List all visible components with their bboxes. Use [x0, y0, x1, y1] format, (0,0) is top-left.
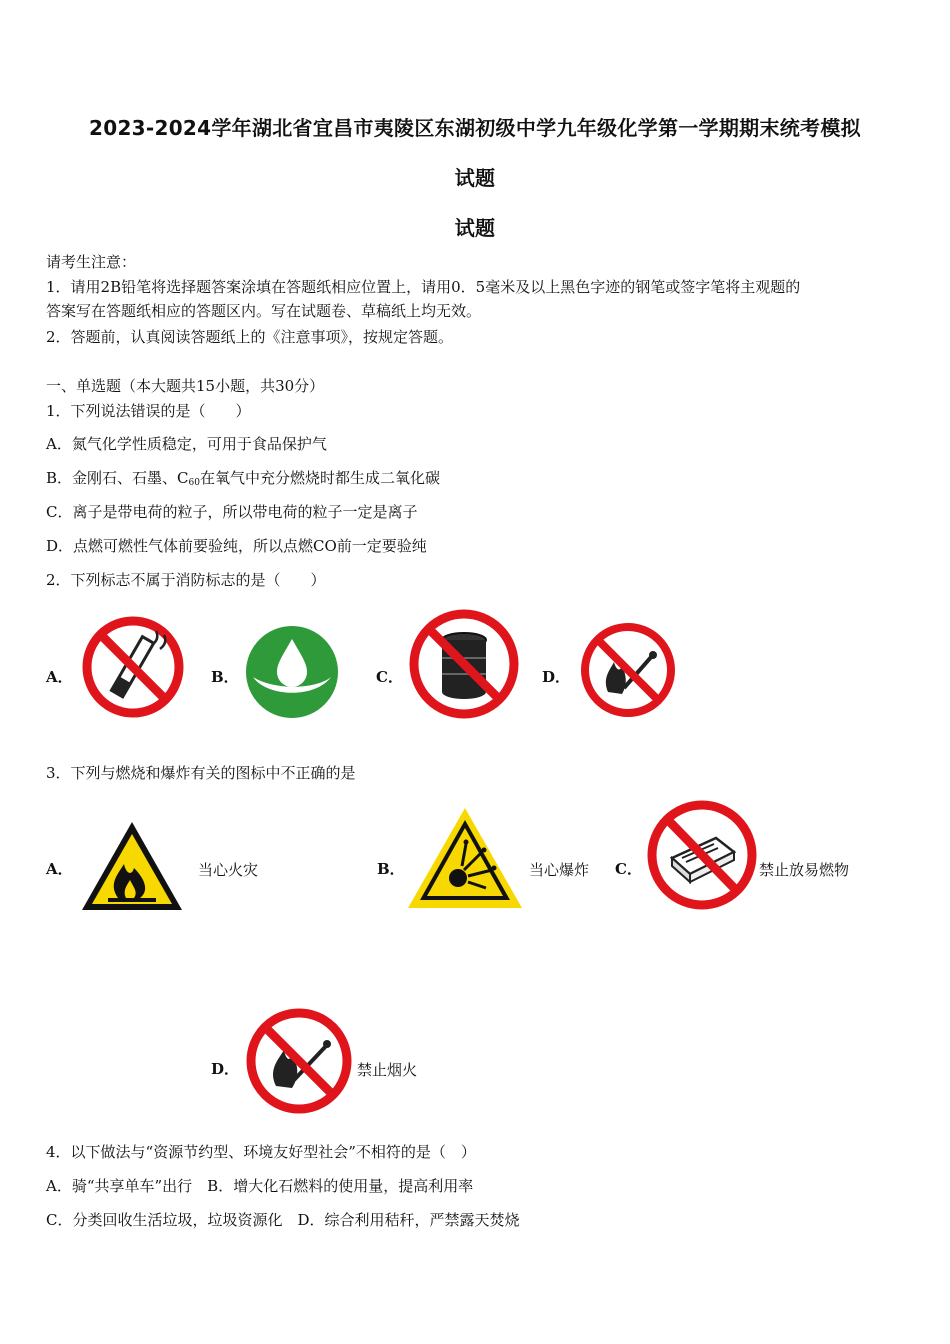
q2-label-d: D．: [542, 668, 571, 686]
water-saving-icon: [245, 625, 339, 719]
notice-heading: 请考生注意：: [46, 253, 137, 271]
q1-option-b-pre: B．金刚石、石墨、C: [46, 469, 189, 487]
q3-caption-b: 当心爆炸: [529, 861, 590, 879]
fire-warning-icon: [78, 818, 186, 914]
q3-label-c: C．: [615, 860, 642, 878]
q2-label-c: C．: [376, 668, 403, 686]
explosion-warning-icon: [404, 804, 526, 914]
page-title-line2: 试题: [454, 166, 496, 190]
no-fire-icon: [578, 622, 678, 718]
q2-label-b: B．: [211, 668, 239, 686]
q1-option-a: A．氮气化学性质稳定，可用于食品保护气: [46, 435, 327, 453]
q3-label-d: D．: [211, 1060, 240, 1078]
q3-caption-a: 当心火灾: [198, 861, 259, 879]
q1-stem: 1．下列说法错误的是（ ）: [46, 402, 251, 420]
notice-item-2: 2．答题前，认真阅读答题纸上的《注意事项》，按规定答题。: [46, 328, 454, 346]
q1-option-b-subscript: 60: [188, 478, 200, 488]
q3-caption-d: 禁止烟火: [357, 1061, 418, 1079]
no-open-flame-icon: [244, 1006, 354, 1116]
page-subtitle: 试题: [454, 216, 496, 240]
q2-label-a: A．: [46, 668, 73, 686]
page-title: 2023-2024学年湖北省宜昌市夷陵区东湖初级中学九年级化学第一学期期末统考模拟: [89, 116, 861, 140]
q3-caption-c: 禁止放易燃物: [759, 861, 850, 879]
no-smoking-icon: [80, 615, 186, 719]
q1-option-d: D．点燃可燃性气体前要验纯，所以点燃CO前一定要验纯: [46, 537, 427, 555]
q1-option-c: C．离子是带电荷的粒子，所以带电荷的粒子一定是离子: [46, 503, 418, 521]
notice-item-1a: 1．请用2B铅笔将选择题答案涂填在答题纸相应位置上，请用0．5毫米及以上黑色字迹的钢笔或签字笔将主观题的: [46, 278, 801, 296]
q3-label-b: B．: [377, 860, 405, 878]
q3-stem: 3．下列与燃烧和爆炸有关的图标中不正确的是: [46, 764, 356, 782]
no-flammables-icon: [646, 798, 758, 912]
q4-stem: 4．以下做法与“资源节约型、环境友好型社会”不相符的是（ ）: [46, 1143, 476, 1161]
no-oil-drum-icon: [407, 608, 521, 720]
q4-options-cd: C．分类回收生活垃圾，垃圾资源化 D．综合利用秸秆，严禁露天焚烧: [46, 1211, 520, 1229]
q2-stem: 2．下列标志不属于消防标志的是（ ）: [46, 571, 326, 589]
q1-option-b: [46, 468, 440, 493]
notice-item-1b: 答案写在答题纸相应的答题区内。写在试题卷、草稿纸上均无效。: [46, 302, 482, 320]
q4-options-ab: A．骑“共享单车”出行 B．增大化石燃料的使用量，提高利用率: [46, 1177, 474, 1195]
q3-label-a: A．: [46, 860, 73, 878]
section-heading: 一、单选题（本大题共15小题，共30分）: [46, 377, 325, 395]
q1-option-b-post: 在氧气中充分燃烧时都生成二氧化碳: [199, 469, 440, 487]
